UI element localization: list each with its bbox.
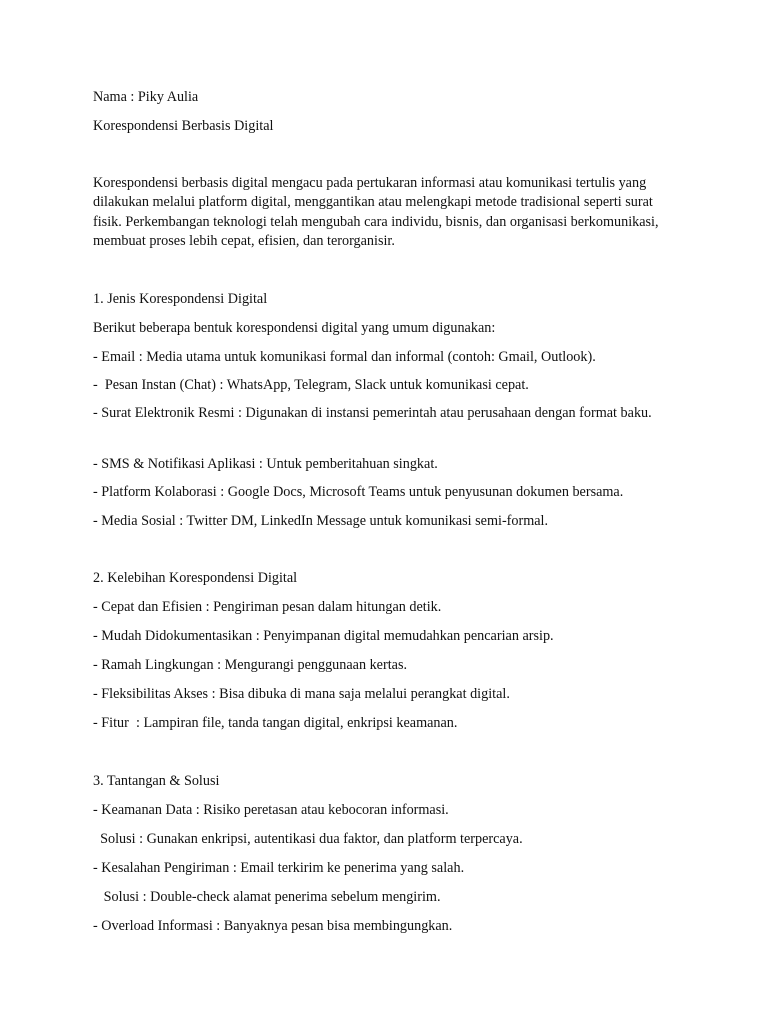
list-item-official-mail: - Surat Elektronik Resmi : Digunakan di instansi pemerintah atau perusahaan dengan format baku.	[93, 405, 652, 421]
section-1-heading: 1. Jenis Korespondensi Digital	[93, 291, 268, 307]
document-title: Korespondensi Berbasis Digital	[93, 118, 274, 134]
list-item-chat: - Pesan Instan (Chat) : WhatsApp, Telegram, Slack untuk komunikasi cepat.	[93, 377, 529, 393]
author-name: Nama : Piky Aulia	[93, 89, 199, 105]
list-item-features: - Fitur : Lampiran file, tanda tangan digital, enkripsi keamanan.	[93, 715, 458, 731]
section-1-lead: Berikut beberapa bentuk korespondensi digital yang umum digunakan:	[93, 320, 496, 336]
intro-paragraph: Korespondensi berbasis digital mengacu pada pertukaran informasi atau komunikasi tertulis yang dilakukan melalui platform digital, menggantikan atau melengkapi metode tradisional seperti surat fisik. Perkembangan teknologi telah mengubah cara individu, bisnis, dan organisasi berkomunikasi, membuat proses lebih cepat, efisien, dan terorganisir.	[93, 175, 659, 249]
list-item-data-security: - Keamanan Data : Risiko peretasan atau kebocoran informasi.	[93, 802, 449, 818]
list-item-eco: - Ramah Lingkungan : Mengurangi penggunaan kertas.	[93, 657, 408, 673]
list-item-email: - Email : Media utama untuk komunikasi formal dan informal (contoh: Gmail, Outlook).	[93, 349, 596, 365]
section-2-heading: 2. Kelebihan Korespondensi Digital	[93, 570, 298, 586]
solution-sending-error: Solusi : Double-check alamat penerima sebelum mengirim.	[93, 889, 441, 905]
list-item-flexible: - Fleksibilitas Akses : Bisa dibuka di mana saja melalui perangkat digital.	[93, 686, 510, 702]
list-item-social-media: - Media Sosial : Twitter DM, LinkedIn Message untuk komunikasi semi-formal.	[93, 513, 549, 529]
list-item-collaboration: - Platform Kolaborasi : Google Docs, Microsoft Teams untuk penyusunan dokumen bersama.	[93, 484, 624, 500]
list-item-sms: - SMS & Notifikasi Aplikasi : Untuk pemberitahuan singkat.	[93, 456, 438, 472]
solution-data-security: Solusi : Gunakan enkripsi, autentikasi dua faktor, dan platform terpercaya.	[93, 831, 523, 847]
list-item-overload: - Overload Informasi : Banyaknya pesan bisa membingungkan.	[93, 918, 453, 934]
list-item-sending-error: - Kesalahan Pengiriman : Email terkirim ke penerima yang salah.	[93, 860, 465, 876]
list-item-documented: - Mudah Didokumentasikan : Penyimpanan digital memudahkan pencarian arsip.	[93, 628, 554, 644]
section-3-heading: 3. Tantangan & Solusi	[93, 773, 220, 789]
document-page	[93, 0, 693, 1024]
list-item-fast: - Cepat dan Efisien : Pengiriman pesan dalam hitungan detik.	[93, 599, 442, 615]
